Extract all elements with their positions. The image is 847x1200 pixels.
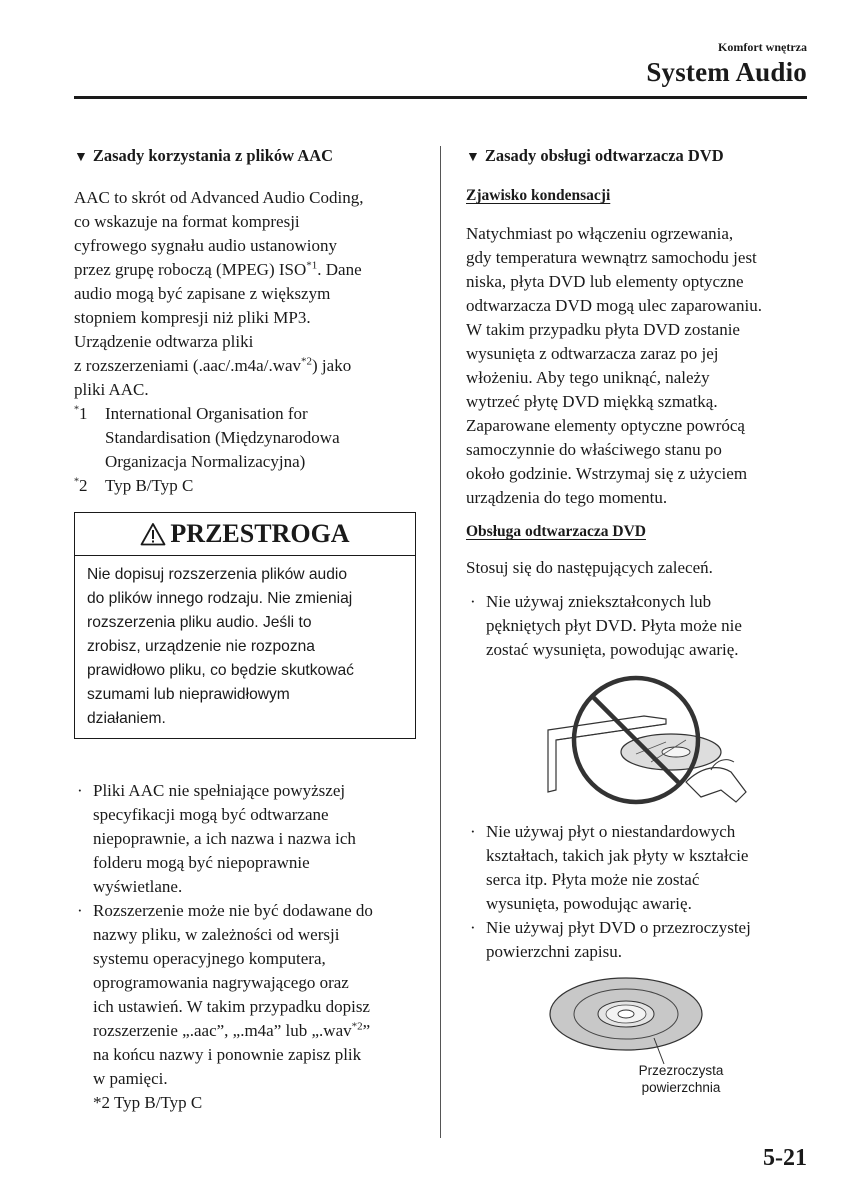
aac-heading-text: Zasady korzystania z plików AAC bbox=[92, 146, 334, 165]
condensation-subheading: Zjawisko kondensacji bbox=[466, 187, 611, 204]
text-line: AAC to skrót od Advanced Audio Coding, bbox=[74, 188, 364, 207]
caution-line: Nie dopisuj rozszerzenia plików audio bbox=[87, 566, 348, 583]
warning-triangle-icon bbox=[140, 522, 166, 546]
caution-box bbox=[74, 512, 416, 739]
footnote-1 bbox=[74, 402, 416, 474]
text-line: audio mogą być zapisane z większym bbox=[74, 284, 331, 303]
footnote-ref: *2 bbox=[301, 355, 313, 368]
caution-header bbox=[75, 513, 415, 556]
transparent-disc-illustration bbox=[546, 974, 746, 1066]
dvd-handling-subheading: Obsługa odtwarzacza DVD bbox=[466, 523, 646, 540]
footnote-ref: *2 bbox=[351, 1020, 363, 1033]
caution-line: prawidłowo pliku, co będzie skutkować bbox=[87, 662, 354, 679]
list-item bbox=[74, 779, 416, 899]
bullet-dot: · bbox=[77, 901, 83, 920]
text-span: przez grupę roboczą (MPEG) ISO bbox=[74, 260, 307, 279]
footnote-mark: *2 bbox=[74, 476, 88, 495]
list-item bbox=[466, 916, 808, 964]
no-cracked-disc-illustration bbox=[486, 672, 786, 812]
bullet-dot: · bbox=[470, 822, 476, 841]
caution-title: PRZESTROGA bbox=[170, 519, 350, 548]
caution-line: zrobisz, urządzenie nie rozpozna bbox=[87, 638, 315, 655]
bullet-dot: · bbox=[470, 918, 476, 937]
text-line: Urządzenie odtwarza pliki bbox=[74, 332, 254, 351]
aac-bullets bbox=[74, 779, 416, 1115]
footnote-ref: *1 bbox=[306, 259, 318, 272]
list-item bbox=[74, 899, 416, 1115]
page-title: System Audio bbox=[646, 57, 807, 87]
text-span: . Dane bbox=[317, 260, 362, 279]
header-rule bbox=[74, 96, 807, 99]
text-line: pliki AAC. bbox=[74, 380, 149, 399]
footnote-text: Typ B/Typ C bbox=[105, 476, 194, 495]
list-item-text: Pliki AAC nie spełniające powyższej specyfikacji mogą być odtwarzane niepoprawnie, a ich nazwa i nazwa ich folderu mogą być niepoprawnie wyświetlane. bbox=[93, 781, 356, 896]
dvd-section-heading bbox=[466, 144, 808, 170]
column-divider bbox=[440, 146, 441, 1138]
triangle-bullet-icon: ▼ bbox=[74, 150, 88, 165]
footnote-mark: *1 bbox=[74, 404, 88, 423]
triangle-bullet-icon: ▼ bbox=[466, 150, 480, 165]
list-item-text: Nie używaj zniekształconych lub pękniętych płyt DVD. Płyta może nie zostać wysunięta, powodując awarię. bbox=[486, 592, 742, 659]
text-span: ) jako bbox=[312, 356, 352, 375]
bullet-dot: · bbox=[77, 781, 83, 800]
list-item bbox=[466, 590, 808, 662]
footnote-text: International Organisation for Standardisation (Międzynarodowa Organizacja Normalizacyjna) bbox=[105, 404, 340, 471]
text-line: stopniem kompresji niż pliki MP3. bbox=[74, 308, 311, 327]
dvd-heading-text: Zasady obsługi odtwarzacza DVD bbox=[484, 146, 724, 165]
caution-line: szumami lub nieprawidłowym bbox=[87, 686, 290, 703]
caution-line: do plików innego rodzaju. Nie zmieniaj bbox=[87, 590, 353, 607]
text-line: cyfrowego sygnału audio ustanowiony bbox=[74, 236, 337, 255]
left-column bbox=[74, 140, 416, 1115]
list-item-text: Nie używaj płyt DVD o przezroczystej powierzchni zapisu. bbox=[486, 918, 751, 961]
page-number: 5-21 bbox=[763, 1145, 807, 1171]
text-line bbox=[74, 354, 416, 378]
text-line: co wskazuje na format kompresji bbox=[74, 212, 300, 231]
condensation-paragraph: Natychmiast po włączeniu ogrzewania, gdy temperatura wewnątrz samochodu jest niska, płyta DVD lub elementy optyczne odtwarzacza DVD mogą ulec zaparowaniu. W takim przypadku płyta DVD zostanie wysunięta z odtwarzacza zaraz po jej włożeniu. Aby tego uniknąć, należy wytrzeć płytę DVD miękką szmatką. Zaparowane elementy optyczne powrócą samoczynnie do właściwego stanu po około godzinie. Wstrzymaj się z użyciem urządzenia do tego momentu. bbox=[466, 224, 762, 507]
bullet-dot: · bbox=[470, 592, 476, 611]
text-line bbox=[74, 258, 416, 282]
list-item-text: Rozszerzenie może nie być dodawane do nazwy pliku, w zależności od wersji systemu operacyjnego komputera, oprogramowania nagrywającego oraz ich ustawień. W takim przypadku dopisz rozszerzenie „.aac”, „.m4a” lub „.wav$^{*2}$” na końcu nazwy i ponownie zapisz plik w pamięci. *2 Typ B/Typ C bbox=[93, 901, 373, 1112]
list-item bbox=[466, 820, 808, 916]
caution-line: działaniem. bbox=[87, 710, 166, 727]
figure-caption: Przezroczysta powierzchnia bbox=[638, 1063, 724, 1095]
header-section-label: Komfort wnętrza bbox=[718, 40, 807, 54]
footnote-2 bbox=[74, 474, 416, 498]
right-column bbox=[466, 140, 808, 1096]
dvd-handling-intro: Stosuj się do następujących zaleceń. bbox=[466, 558, 713, 577]
aac-intro bbox=[74, 186, 416, 402]
text-span: z rozszerzeniami (.aac/.m4a/.wav bbox=[74, 356, 302, 375]
caution-line: rozszerzenia pliku audio. Jeśli to bbox=[87, 614, 312, 631]
caution-body bbox=[75, 556, 415, 738]
aac-section-heading bbox=[74, 144, 416, 170]
list-item-text: Nie używaj płyt o niestandardowych kształtach, takich jak płyty w kształcie serca itp. Płyta może nie zostać wysunięta, powodując awarię. bbox=[486, 822, 749, 913]
